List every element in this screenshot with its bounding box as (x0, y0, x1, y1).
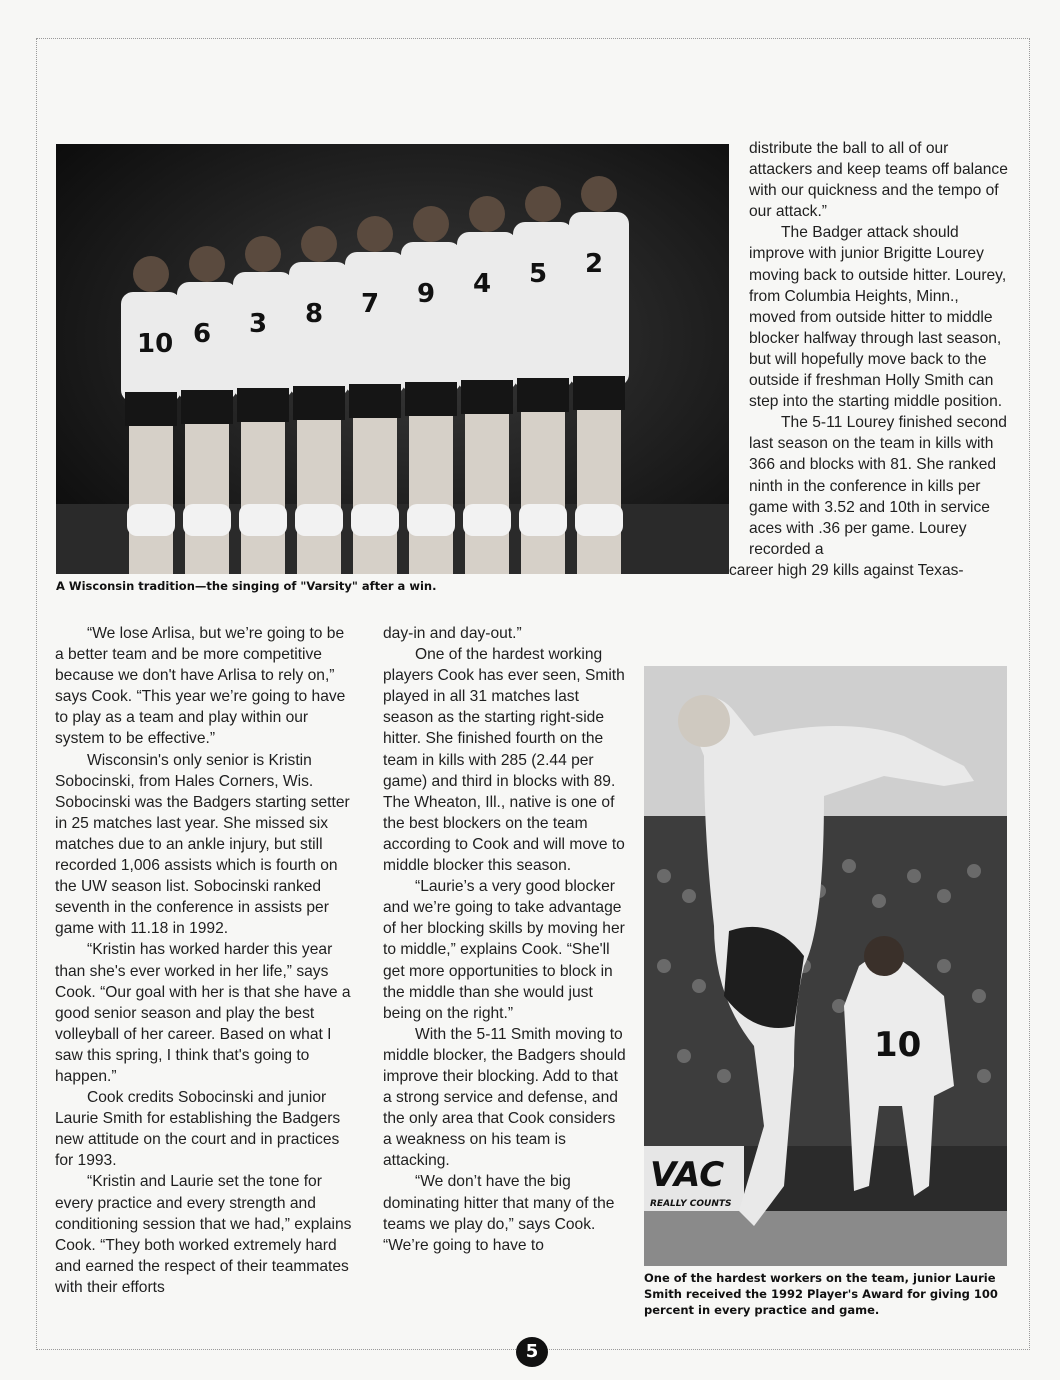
jersey-number: 4 (473, 269, 492, 299)
article-column-right (729, 138, 1009, 581)
jersey-number: 8 (305, 299, 324, 329)
banner-text: VAC (650, 1155, 725, 1195)
player-figure (177, 246, 237, 574)
player-jersey-number: 10 (874, 1025, 922, 1065)
paragraph: “We lose Arlisa, but we’re going to be a better team and be more competitive because we don't have Arlisa to rely on,” says Cook. “This year we’re going to have to play as a team and play within our system to be effective.” (55, 625, 346, 748)
paragraph: “Kristin and Laurie set the tone for every practice and every strength and conditioning session that we had,” explains Cook. “They both worked extremely hard and earned the respect of their teammates with their efforts (55, 1173, 352, 1296)
team-photo-image (56, 144, 729, 574)
banner-subtext: REALLY COUNTS (650, 1199, 732, 1209)
paragraph: “We don’t have the big dominating hitter that many of the teams we play do,” says Cook. “We’re going to have to (383, 1173, 615, 1254)
player-figure (121, 256, 181, 574)
player-figure (401, 206, 461, 574)
jersey-number: 3 (249, 309, 268, 339)
paragraph: day-in and day-out.” (383, 625, 522, 642)
paragraph: The 5-11 Lourey finished second last season on the team in kills with 366 and blocks with 81. She ranked ninth in the conference in kills per game with 3.52 and 10th in service aces with .36 per game. Lourey recorded a (749, 414, 1007, 558)
paragraph: With the 5-11 Smith moving to middle blocker, the Badgers should improve their blocking. Add to that a strong service and defense, and the only area that Cook considers a weakness on his team is attacking. (383, 1025, 626, 1170)
paragraph: “Kristin has worked harder this year than she's ever worked in her life,” says Cook. “Our goal with her is that she have a good senior season and play the best volleyball of her career. Based on what I saw this spring, I think that's going to happen.” (55, 941, 351, 1085)
paragraph: distribute the ball to all of our attackers and keep teams off balance with our quickness and the tempo of our attack.” (749, 140, 1008, 221)
paragraph: career high 29 kills against Texas- (729, 561, 964, 579)
jersey-number: 9 (417, 279, 436, 309)
paragraph: “Laurie’s a very good blocker and we’re going to take advantage of her blocking skills by moving her to middle,” explains Cook. “She'll get more opportunities to block in the middle than she would just being on the right.” (383, 878, 625, 1022)
action-photo (644, 666, 1007, 1266)
paragraph: One of the hardest working players Cook has ever seen, Smith played in all 31 matches last season as the starting right-side hitter. She finished fourth on the team in kills with 285 (2.44 per game) and third in blocks with 89. The Wheaton, Ill., native is one of the best blockers on the team according to Cook and will move to middle blocker this season. (383, 646, 625, 875)
player-figure (513, 186, 573, 574)
player-figure (345, 216, 405, 574)
player-figure (569, 176, 629, 574)
player-figure (457, 196, 517, 574)
jersey-number: 5 (529, 259, 548, 289)
jersey-number: 2 (585, 249, 604, 279)
article-column-left (55, 623, 355, 1298)
action-photo-caption: One of the hardest workers on the team, junior Laurie Smith received the 1992 Player's Award for giving 100 percent in every practice and game. (644, 1271, 998, 1317)
player-figure (289, 226, 349, 574)
player-figure (233, 236, 293, 574)
paragraph: Cook credits Sobocinski and junior Laurie Smith for establishing the Badgers new attitude on the court and in practices for 1993. (55, 1089, 341, 1170)
team-photo (56, 144, 729, 574)
article-column-middle (383, 623, 628, 1256)
jersey-number: 6 (193, 319, 212, 349)
paragraph: The Badger attack should improve with junior Brigitte Lourey moving back to outside hitter. Lourey, from Columbia Heights, Minn., moved from outside hitter to middle blocker halfway through last season, but will hopefully move back to the outside if freshman Holly Smith can step into the starting middle position. (749, 224, 1007, 411)
jersey-number: 7 (361, 289, 380, 319)
action-photo-image (644, 666, 1007, 1266)
paragraph: Wisconsin's only senior is Kristin Sobocinski, from Hales Corners, Wis. Sobocinski was the Badgers starting setter in 25 matches last year. She missed six matches due to an ankle injury, but still recorded 1,006 assists which is fourth on the UW season list. Sobocinski ranked seventh in the conference in assists per game with 11.18 in 1992. (55, 751, 350, 938)
page-number: 5 (516, 1337, 548, 1367)
team-photo-caption: A Wisconsin tradition—the singing of "Varsity" after a win. (56, 579, 437, 593)
jersey-number: 10 (137, 329, 174, 359)
